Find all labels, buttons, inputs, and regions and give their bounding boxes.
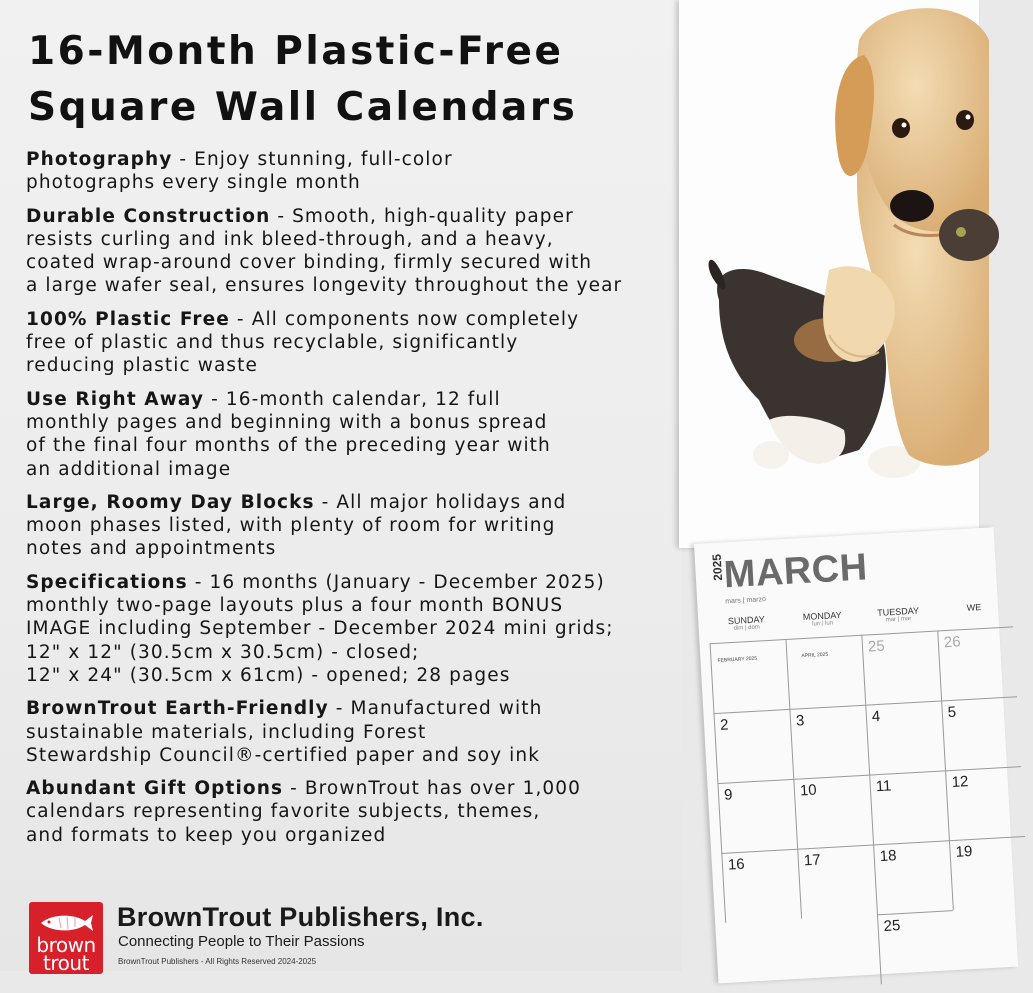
calendar-cell: 2	[713, 709, 793, 783]
feature-line	[26, 571, 681, 594]
day-header-monday: MONDAY lun | lun	[802, 609, 842, 628]
title-line-2: Square Wall Calendars	[28, 85, 578, 130]
feature-heading: BrownTrout Earth-Friendly	[26, 698, 329, 720]
feature-line	[26, 308, 681, 331]
feature-text: - 16 months (January - December 2025)	[187, 571, 605, 593]
feature-line: IMAGE including September - December 2024 mini grids;	[26, 618, 614, 640]
feature-line: notes and appointments	[26, 538, 277, 560]
calendar-month: MARCH	[722, 546, 869, 597]
calendar-cell: 5	[941, 696, 1021, 770]
puppy-and-kitten-photo	[679, 0, 979, 548]
feature-list	[26, 148, 681, 857]
brand-footer	[29, 902, 679, 975]
calendar-cell: 3	[789, 705, 869, 779]
feature-item	[26, 571, 681, 687]
mini-calendar-april: APRIL 2025	[801, 651, 829, 660]
calendar-month-translation: mars | marzo	[725, 596, 767, 606]
feature-line: calendars representing favorite subjects, themes,	[26, 801, 541, 823]
feature-line: Stewardship Council®-certified paper and soy ink	[26, 744, 541, 766]
feature-line: resists curling and ink bleed-through, and a heavy,	[26, 228, 554, 250]
feature-heading: Abundant Gift Options	[26, 778, 284, 800]
calendar-cell: 26	[937, 626, 1017, 700]
day-header-tuesday: TUESDAY mar | mar	[876, 605, 920, 624]
feature-text: - 16-month calendar, 12 full	[204, 388, 501, 410]
calendar-cell: 9	[717, 779, 797, 853]
calendar-cell: 12	[945, 766, 1025, 840]
feature-item	[26, 777, 681, 847]
feature-item	[26, 697, 681, 767]
page-title	[28, 24, 577, 136]
calendar-cell: 17	[797, 844, 877, 918]
calendar-grid-page	[694, 527, 1018, 983]
feature-line: monthly pages and beginning with a bonus spread	[26, 411, 548, 433]
calendar-cell-mini-apr	[785, 635, 865, 709]
calendar-preview	[676, 0, 982, 971]
feature-heading: Specifications	[26, 571, 188, 593]
feature-line: reducing plastic waste	[26, 355, 258, 377]
feature-text: - BrownTrout has over 1,000	[283, 778, 582, 800]
calendar-cell: 25	[877, 910, 957, 984]
calendar-cell: 19	[949, 836, 1029, 910]
feature-line	[26, 148, 681, 171]
feature-text: - All major holidays and	[314, 491, 567, 513]
feature-heading: 100% Plastic Free	[26, 308, 230, 330]
title-line-1: 16-Month Plastic-Free	[28, 29, 564, 74]
calendar-photo-page	[679, 0, 979, 548]
calendar-cell-mini-feb	[710, 639, 790, 713]
feature-line	[26, 491, 681, 514]
feature-text: - Enjoy stunning, full-color	[172, 149, 453, 170]
calendar-cell: 10	[793, 775, 873, 849]
company-tagline: Connecting People to Their Passions	[118, 933, 365, 950]
mini-calendar-february: FEBRUARY 2025	[717, 655, 758, 664]
feature-line	[26, 777, 681, 800]
feature-heading: Use Right Away	[26, 388, 205, 410]
feature-line: photographs every single month	[26, 172, 361, 194]
feature-item	[26, 491, 681, 561]
day-header-wednesday: WE	[966, 602, 982, 613]
calendar-cell: 16	[721, 849, 801, 923]
feature-line: monthly two-page layouts plus a four month BONUS	[26, 595, 564, 617]
feature-item	[26, 308, 681, 378]
company-name: BrownTrout Publishers, Inc.	[117, 902, 484, 932]
feature-line: 12" x 24" (30.5cm x 61cm) - opened; 28 pages	[26, 664, 511, 686]
feature-line	[26, 388, 681, 411]
feature-line	[26, 205, 681, 228]
feature-line: sustainable materials, including Forest	[26, 721, 427, 743]
day-header-sunday: SUNDAY dim | dom	[727, 614, 766, 632]
feature-line: free of plastic and thus recyclable, significantly	[26, 332, 519, 354]
calendar-cell: 4	[865, 700, 945, 774]
feature-item	[26, 388, 681, 481]
feature-line	[26, 697, 681, 720]
feature-text: - All components now completely	[229, 308, 580, 330]
feature-line: of the final four months of the preceding year with	[26, 435, 551, 457]
feature-heading: Large, Roomy Day Blocks	[26, 491, 315, 513]
feature-line: a large wafer seal, ensures longevity throughout the year	[26, 275, 623, 297]
feature-text: - Manufactured with	[328, 698, 543, 720]
feature-line: and formats to keep you organized	[26, 824, 387, 846]
logo-word-trout: trout	[43, 951, 89, 975]
feature-heading: Durable Construction	[26, 205, 271, 227]
feature-line: 12" x 12" (30.5cm x 30.5cm) - closed;	[26, 641, 420, 663]
logo-word-brown: brown	[36, 933, 96, 957]
feature-heading: Photography	[26, 149, 173, 170]
feature-line: an additional image	[26, 458, 232, 480]
feature-line: coated wrap-around cover binding, firmly secured with	[26, 252, 593, 274]
feature-line: moon phases listed, with plenty of room for writing	[26, 515, 556, 537]
copyright-text: BrownTrout Publishers - All Rights Reserved 2024-2025	[118, 957, 317, 966]
calendar-cell: 25	[861, 631, 941, 705]
calendar-year: 2025	[709, 553, 726, 582]
calendar-cell: 11	[869, 770, 949, 844]
browntrout-logo	[29, 902, 103, 974]
feature-text: - Smooth, high-quality paper	[270, 205, 574, 227]
feature-item	[26, 148, 681, 195]
calendar-cell: 18	[873, 840, 953, 914]
feature-item	[26, 205, 681, 298]
